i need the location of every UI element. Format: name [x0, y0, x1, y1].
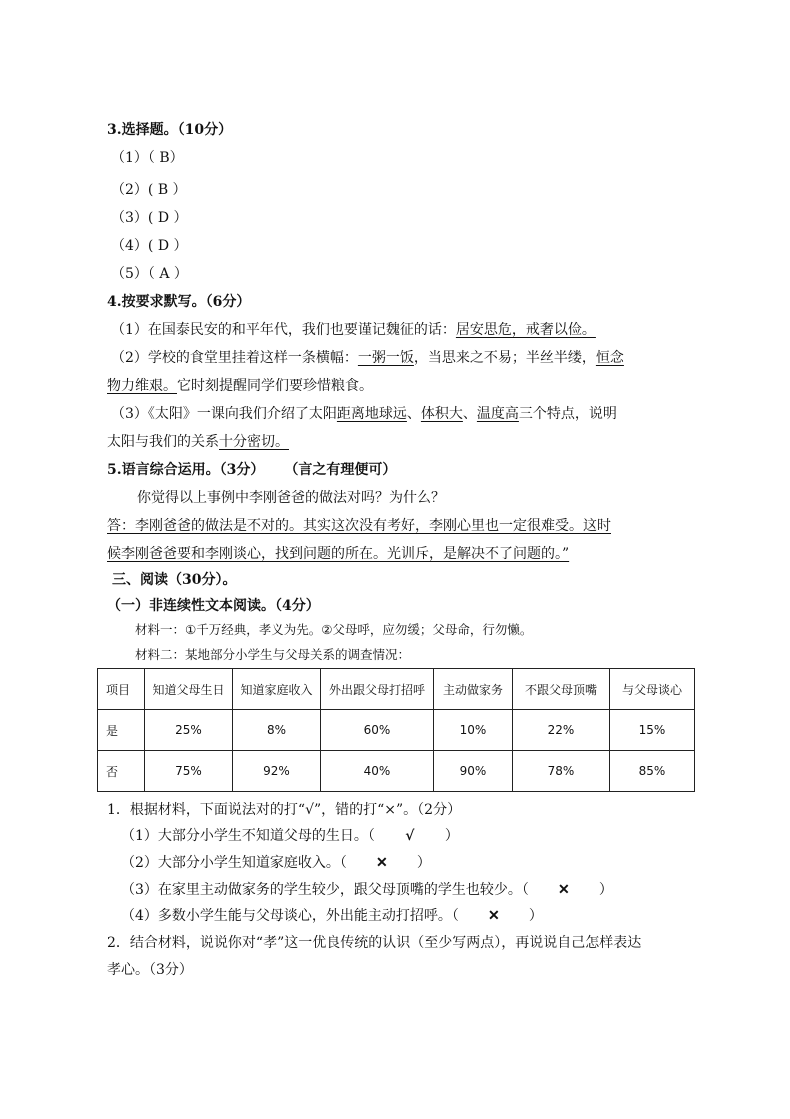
q1-item-3	[121, 880, 613, 900]
section-5-note: （言之有理便可）	[284, 462, 397, 478]
cross-mark-icon: ✕	[488, 908, 500, 924]
q1-title: 1．根据材料，下面说法对的打“√”，错的打“×”。（2分）	[107, 802, 462, 818]
s4-q3-answer-2: 体积大	[420, 406, 463, 422]
s4-q3-sep-1: 、	[406, 406, 421, 422]
s4-q3-answer-3: 温度高	[476, 406, 519, 422]
table-cell: 否	[98, 751, 145, 792]
table-cell: 25%	[145, 710, 233, 751]
s4-q3-answer-4: 十分密切。	[219, 434, 289, 450]
answer-3-2: （2）( B ）	[111, 182, 187, 198]
q1-item-1	[121, 826, 459, 846]
cross-mark-icon: ✕	[376, 855, 388, 871]
answer-3-3: （3）( D ）	[111, 210, 188, 226]
s5-question: 你觉得以上事例中李刚爸爸的做法对吗？为什么？	[137, 490, 445, 506]
table-cell: 8%	[233, 710, 321, 751]
s5-answer-line-2: 候李刚爸爸要和李刚谈心，找到问题的所在。光训斥，是解决不了问题的。”	[107, 546, 570, 562]
table-cell: 85%	[610, 751, 695, 792]
s4-q2-tail: 它时刻提醒同学们要珍惜粮食。	[177, 378, 373, 394]
table-cell: 75%	[145, 751, 233, 792]
table-cell: 90%	[434, 751, 513, 792]
material-1: 材料一：①千万经典，孝义为先。②父母呼，应勿缓；父母命，行勿懒。	[135, 622, 533, 637]
q1-item-4	[121, 906, 543, 926]
table-cell: 10%	[434, 710, 513, 751]
q1-item-4-end: ）	[528, 908, 543, 924]
q1-item-2-text: （2）大部分小学生知道家庭收入。（	[121, 855, 347, 871]
s4-q3	[111, 404, 617, 424]
table-cell: 15%	[610, 710, 695, 751]
cross-mark-icon: ✕	[558, 882, 570, 898]
table-cell: 78%	[513, 751, 610, 792]
s4-q2-answer-1: 一粥一饭	[357, 350, 414, 366]
q1-item-2	[121, 853, 431, 873]
section-5-title	[107, 460, 396, 480]
table-header-cell: 项目	[98, 669, 145, 710]
check-mark-icon: √	[405, 828, 415, 844]
table-row	[98, 710, 695, 751]
q1-item-3-text: （3）在家里主动做家务的学生较少，跟父母顶嘴的学生也较少。（	[121, 882, 529, 898]
s4-q3-line2	[107, 432, 289, 452]
table-header-row	[98, 669, 695, 710]
s4-q2-prompt: （2）学校的食堂里挂着这样一条横幅：	[111, 350, 358, 366]
table-row	[98, 751, 695, 792]
table-header-cell: 主动做家务	[434, 669, 513, 710]
table-header-cell: 与父母谈心	[610, 669, 695, 710]
q2-line-1: 2．结合材料，说说你对“孝”这一优良传统的认识（至少写两点），再说说自己怎样表达	[107, 935, 642, 951]
s4-q1	[111, 320, 596, 340]
table-cell: 是	[98, 710, 145, 751]
table-header-cell: 外出跟父母打招呼	[321, 669, 434, 710]
table-header-cell: 知道父母生日	[145, 669, 233, 710]
answer-3-5: （5）（ A ）	[111, 266, 188, 282]
q1-item-2-end: ）	[416, 855, 431, 871]
section-3-title: 3.选择题。（10分）	[107, 122, 233, 138]
s4-q3-prompt-2: 太阳与我们的关系	[107, 434, 219, 450]
s5-answer-line-1: 答：李刚爸爸的做法是不对的。其实这次没有考好，李刚心里也一定很难受。这时	[107, 518, 611, 534]
survey-table	[97, 668, 695, 792]
section-4-title: 4.按要求默写。（6分）	[107, 294, 251, 310]
s4-q2-line2	[107, 376, 373, 396]
s4-q1-prompt: （1）在国泰民安的和平年代，我们也要谨记魏征的话：	[111, 322, 456, 338]
s4-q2-answer-3: 物力维艰。	[107, 378, 177, 394]
s4-q2-answer-2: 恒念	[595, 350, 624, 366]
table-cell: 22%	[513, 710, 610, 751]
table-header-cell: 不跟父母顶嘴	[513, 669, 610, 710]
answer-3-1: （1）（ B）	[111, 150, 184, 166]
table-cell: 40%	[321, 751, 434, 792]
s4-q3-tail: 三个特点，说明	[518, 406, 617, 422]
s4-q3-answer-1: 距离地球远	[336, 406, 407, 422]
s4-q3-prompt: （3）《太阳》一课向我们介绍了太阳	[111, 406, 337, 422]
q2-line-2: 孝心。（3分）	[107, 962, 193, 978]
section-reading-title: 三、阅读（30分）。	[112, 572, 237, 588]
subsection-title: （一）非连续性文本阅读。（4分）	[107, 598, 320, 614]
q1-item-1-text: （1）大部分小学生不知道父母的生日。（	[121, 828, 375, 844]
s4-q3-sep-2: 、	[462, 406, 477, 422]
s4-q2	[111, 348, 624, 368]
section-5-heading: 5.语言综合运用。（3分）	[107, 462, 265, 478]
material-2: 材料二：某地部分小学生与父母关系的调查情况：	[135, 647, 411, 662]
table-cell: 92%	[233, 751, 321, 792]
q1-item-4-text: （4）多数小学生能与父母谈心，外出能主动打招呼。（	[121, 908, 459, 924]
s4-q2-middle: ，当思来之不易；半丝半缕，	[413, 350, 596, 366]
q1-item-1-end: ）	[444, 828, 459, 844]
answer-3-4: （4）( D ）	[111, 238, 188, 254]
q1-item-3-end: ）	[598, 882, 613, 898]
table-header-cell: 知道家庭收入	[233, 669, 321, 710]
s4-q1-answer: 居安思危，戒奢以俭。	[455, 322, 596, 338]
table-cell: 60%	[321, 710, 434, 751]
